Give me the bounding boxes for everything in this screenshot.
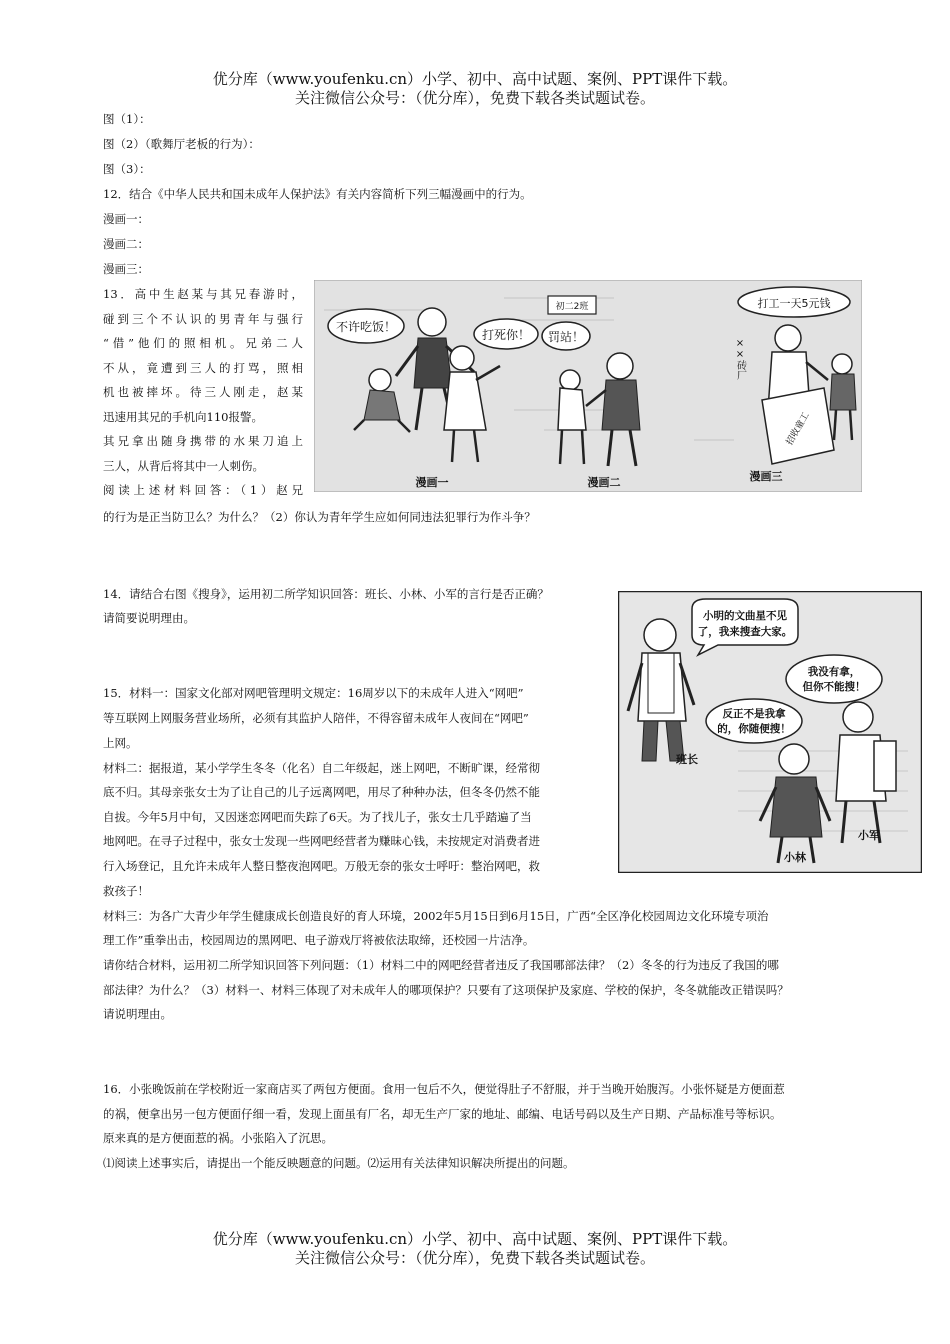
q16-line: 原来真的是方便面惹的祸。小张陷入了沉思。 xyxy=(103,1131,333,1145)
search-bubble-1b: 了，我来搜查大家。 xyxy=(697,626,793,638)
q15-m1-line: 等互联网上网服务营业场所，必须有其监护人陪伴，不得容留未成年人夜间在“网吧” xyxy=(103,711,529,725)
q13-line: 迅速用其兄的手机向110报警。 xyxy=(103,409,263,424)
cartoon-caption-1: 漫画一 xyxy=(415,476,449,489)
q16-line: 的祸，便拿出另一包方便面仔细一看，发现上面虽有厂名，却无生产厂家的地址、邮编、电话号码以及生产日期、产品标准号等标识。 xyxy=(103,1107,782,1121)
search-bubble-3a: 反正不是我拿 xyxy=(722,708,786,720)
q16-line: ⑴阅读上述事实后，请提出一个能反映题意的问题。⑵运用有关法律知识解决所提出的问题。 xyxy=(103,1156,575,1170)
footer-line-2: 关注微信公众号：（优分库），免费下载各类试题试卷。 xyxy=(294,1249,655,1267)
q15-ask-line: 请你结合材料，运用初二所学知识回答下列问题：（1）材料二中的网吧经营者违反了我国哪部法律？（2）冬冬的行为违反了我国的哪 xyxy=(103,958,779,972)
three-cartoons-image xyxy=(314,280,862,492)
footer-line-1: 优分库（www.youfenku.cn）小学、初中、高中试题、案例、PPT课件下载。 xyxy=(212,1230,738,1248)
q15-m2-line: 行入场登记，且允许未成年人整日整夜泡网吧。万般无奈的张女士呼吁：整治网吧，救 xyxy=(103,859,540,873)
q15-m2-line: 材料二：据报道，某小学学生冬冬（化名）自二年级起，迷上网吧，不断旷课，经常彻 xyxy=(103,761,540,775)
q15-ask-line: 请说明理由。 xyxy=(103,1007,172,1021)
q13-line: 13．高中生赵某与其兄春游时， xyxy=(103,287,303,301)
q14-line-2: 请简要说明理由。 xyxy=(103,611,195,625)
q13-line: 三人，从背后将其中一人刺伤。 xyxy=(103,458,264,473)
search-bubble-3b: 的，你随便搜！ xyxy=(717,723,791,735)
cartoon3-factory-sign: ××砖厂 xyxy=(734,338,746,380)
q14-line-1: 14．请结合右图《搜身》，运用初二所学知识回答：班长、小林、小军的言行是否正确？ xyxy=(103,587,549,601)
q13-line: 碰到三个不认识的男青年与强行 xyxy=(103,311,303,326)
q15-m3-line: 理工作”重拳出击，校园周边的黑网吧、电子游戏厅将被依法取缔，还校园一片洁净。 xyxy=(103,933,535,947)
q15-m2-line: 底不归。其母亲张女士为了让自己的儿子远离网吧，用尽了种种办法，但冬冬仍然不能 xyxy=(103,785,540,799)
search-bubble-2b: 但你不能搜！ xyxy=(802,681,866,693)
q15-m1-line: 上网。 xyxy=(103,736,138,750)
q13-continuation: 的行为是正当防卫么？为什么？（2）你认为青年学生应如何同违法犯罪行为作斗争？ xyxy=(103,510,536,524)
cartoon3-box-sign: 招收童工 xyxy=(784,410,812,448)
q13-line: 其兄拿出随身携带的水果刀追上 xyxy=(103,434,303,448)
answer-fig-1: 图（1）： xyxy=(103,112,151,126)
label-xiaolin: 小林 xyxy=(784,851,806,864)
search-bubble-1a: 小明的文曲星不见 xyxy=(703,610,787,622)
q15-m2-line: 救孩子！ xyxy=(103,884,149,898)
header-line-2: 关注微信公众号：（优分库），免费下载各类试题试卷。 xyxy=(294,89,655,107)
q13-line: “借”他们的照相机。兄弟二人 xyxy=(103,336,303,350)
q16-line: 16．小张晚饭前在学校附近一家商店买了两包方便面。食用一包后不久，便觉得肚子不舒服，并于当晚开始腹泻。小张怀疑是方便面惹 xyxy=(103,1082,785,1096)
cartoon2-sign: 初二2班 xyxy=(555,302,589,312)
search-bubble-2a: 我没有拿， xyxy=(807,666,861,678)
answer-fig-3: 图（3）： xyxy=(103,162,151,176)
label-monitor: 班长 xyxy=(676,753,698,766)
q13-block xyxy=(103,282,303,503)
label-xiaojun: 小军 xyxy=(858,829,880,842)
q13-line: 阅读上述材料回答：（1）赵兄 xyxy=(103,483,303,497)
cartoon3-bubble: 打工一天5元钱 xyxy=(757,297,831,310)
q15-ask-line: 部法律？为什么？（3）材料一、材料三体现了对未成年人的哪项保护？只要有了这项保护及家庭、学校的保护，冬冬就能改正错误吗？ xyxy=(103,983,789,997)
q15-m2-line: 自拔。今年5月中旬，又因迷恋网吧而失踪了6天。为了找儿子，张女士几乎踏遍了当 xyxy=(103,810,532,824)
page-footer xyxy=(0,1230,950,1268)
q12-text: 12．结合《中华人民共和国未成年人保护法》有关内容简析下列三幅漫画中的行为。 xyxy=(103,187,532,201)
q12-answer-3: 漫画三： xyxy=(103,262,149,276)
answer-fig-2: 图（2）（歌舞厅老板的行为）： xyxy=(103,137,260,151)
cartoon2-bubble: 罚站！ xyxy=(547,330,585,344)
q15-m1-line: 15．材料一：国家文化部对网吧管理明文规定：16周岁以下的未成年人进入“网吧” xyxy=(103,686,524,700)
cartoon-caption-2: 漫画二 xyxy=(587,476,621,489)
q12-answer-1: 漫画一： xyxy=(103,212,149,226)
page-header xyxy=(0,70,950,108)
q13-line: 不从，竟遭到三人的打骂，照相 xyxy=(103,360,303,375)
cartoon1-bubble: 打死你！ xyxy=(481,328,531,342)
header-line-1: 优分库（www.youfenku.cn）小学、初中、高中试题、案例、PPT课件下载。 xyxy=(212,70,738,88)
cartoon1-bubble: 不许吃饭！ xyxy=(335,320,397,334)
q15-m2-line: 地网吧。在寻子过程中，张女士发现一些网吧经营者为赚昧心钱，未按规定对消费者进 xyxy=(103,834,540,848)
q15-m3-line: 材料三：为各广大青少年学生健康成长创造良好的育人环境，2002年5月15日到6月15日，广西“全区净化校园周边文化环境专项治 xyxy=(103,909,769,923)
q12-answer-2: 漫画二： xyxy=(103,237,149,251)
search-cartoon-image xyxy=(618,591,922,873)
q13-line: 机也被摔坏。待三人刚走，赵某 xyxy=(103,385,303,399)
cartoon-caption-3: 漫画三 xyxy=(749,470,783,483)
